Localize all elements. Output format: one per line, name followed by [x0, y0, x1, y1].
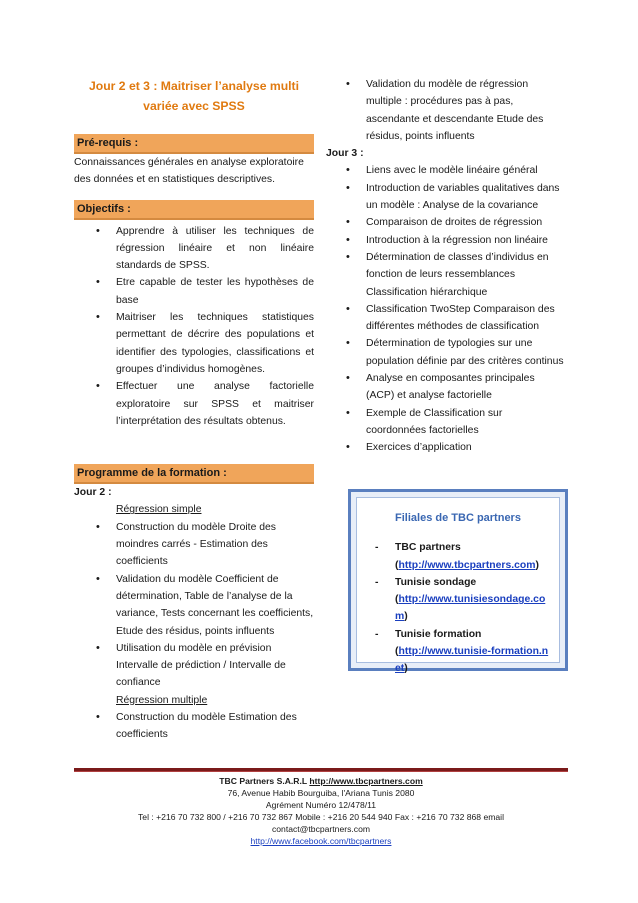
filiales-list [357, 539, 559, 677]
objectif-item: • Maitriser les techniques statistiques permettant de décrire des populations et identifier des typologies, classifications et groupes d’individus homogènes. [74, 309, 314, 378]
filiale-name: Tunisie sondage [395, 576, 477, 588]
filiale-item: - TBC partners (http://www.tbcpartners.com) [357, 539, 559, 574]
objectif-item: • Etre capable de tester les hypothèses de base [74, 274, 314, 309]
filiales-title: Filiales de TBC partners [395, 512, 521, 524]
filiales-box [348, 489, 568, 675]
programme-item: • Détermination de classes d’individus en fonction de leurs ressemblances Classification hiérarchique [326, 249, 564, 301]
footer-company: TBC Partners S.A.R.L [219, 776, 307, 786]
programme-item: • Construction du modèle Droite des moindres carrés - Estimation des coefficients [74, 519, 314, 571]
filiale-link[interactable]: http://www.tunisie-formation.net [395, 646, 549, 675]
left-column [74, 76, 314, 744]
prerequis-heading: Pré-requis : [74, 134, 314, 154]
programme-heading: Programme de la formation : [74, 464, 314, 484]
programme-item: • Introduction à la régression non linéaire [326, 232, 564, 249]
filiale-link[interactable]: http://www.tbcpartners.com [398, 559, 536, 571]
programme-item: • Détermination de typologies sur une population définie par des critères continus [326, 335, 564, 370]
programme-item: • Construction du modèle Estimation des coefficients [74, 709, 314, 744]
footer-agrement: Agrément Numéro 12/478/11 [265, 800, 377, 810]
objectifs-list [74, 223, 314, 431]
jour2-list-a [74, 519, 314, 692]
jour2-list-b [74, 709, 314, 744]
page-title: Jour 2 et 3 : Maitriser l’analyse multi variée avec SPSS [89, 79, 299, 113]
programme-item: • Utilisation du modèle en prévision Intervalle de prédiction / Intervalle de confiance [74, 640, 314, 692]
footer-facebook-link[interactable]: http://www.facebook.com/tbcpartners [250, 836, 392, 846]
programme-item: • Analyse en composantes principales (ACP) et analyse factorielle [326, 370, 564, 405]
filiale-name: Tunisie formation [395, 628, 482, 640]
objectif-item: • Effectuer une analyse factorielle exploratoire sur SPSS et maitriser l’interprétation des résultats obtenus. [74, 378, 314, 430]
footer-company-line [74, 775, 568, 787]
jour3-label: Jour 3 : [326, 148, 364, 160]
footer-phones: Tel : +216 70 732 800 / +216 70 732 867 Mobile : +216 20 544 940 Fax : +216 70 732 868 email [138, 812, 504, 822]
objectif-item: • Apprendre à utiliser les techniques de régression linéaire et non linéaire standards de SPSS. [74, 223, 314, 275]
regression-multiple-heading: Régression multiple [116, 694, 208, 706]
footer [74, 775, 568, 847]
footer-company-link[interactable]: http://www.tbcpartners.com [309, 776, 423, 786]
filiale-link[interactable]: http://www.tunisiesondage.com [395, 594, 546, 623]
regression-simple-heading: Régression simple [116, 504, 202, 516]
footer-address: 76, Avenue Habib Bourguiba, l'Ariana Tunis 2080 [227, 788, 415, 798]
programme-item: • Exercices d’application [326, 439, 564, 456]
filiales-box-inner [356, 497, 560, 675]
filiale-item: - Tunisie formation (http://www.tunisie-formation.net) [357, 626, 559, 678]
programme-item: • Exemple de Classification sur coordonnées factorielles [326, 405, 564, 440]
programme-item: • Classification TwoStep Comparaison des différentes méthodes de classification [326, 301, 564, 336]
jour2-label: Jour 2 : [74, 487, 112, 499]
jour2-list-c [326, 76, 564, 145]
objectifs-heading: Objectifs : [74, 200, 314, 220]
filiale-item: - Tunisie sondage (http://www.tunisiesondage.com) [357, 574, 559, 626]
prerequis-text: Connaissances générales en analyse exploratoire des données et en statistiques descriptives. [74, 157, 304, 186]
programme-item: • Validation du modèle Coefficient de détermination, Table de l’analyse de la variance, Tests concernant les coefficients, Etude des résidus, points influents [74, 571, 314, 640]
jour3-list [326, 162, 564, 456]
programme-item: • Comparaison de droites de régression [326, 214, 564, 231]
programme-item: • Validation du modèle de régression multiple : procédures pas à pas, ascendante et descendante Etude des résidus, points influents [326, 76, 564, 145]
footer-divider [74, 768, 568, 772]
programme-item: • Introduction de variables qualitatives dans un modèle : Analyse de la covariance [326, 180, 564, 215]
programme-item: • Liens avec le modèle linéaire général [326, 162, 564, 179]
filiale-name: TBC partners [395, 542, 461, 554]
right-column [326, 76, 564, 457]
footer-email: contact@tbcpartners.com [271, 824, 371, 834]
